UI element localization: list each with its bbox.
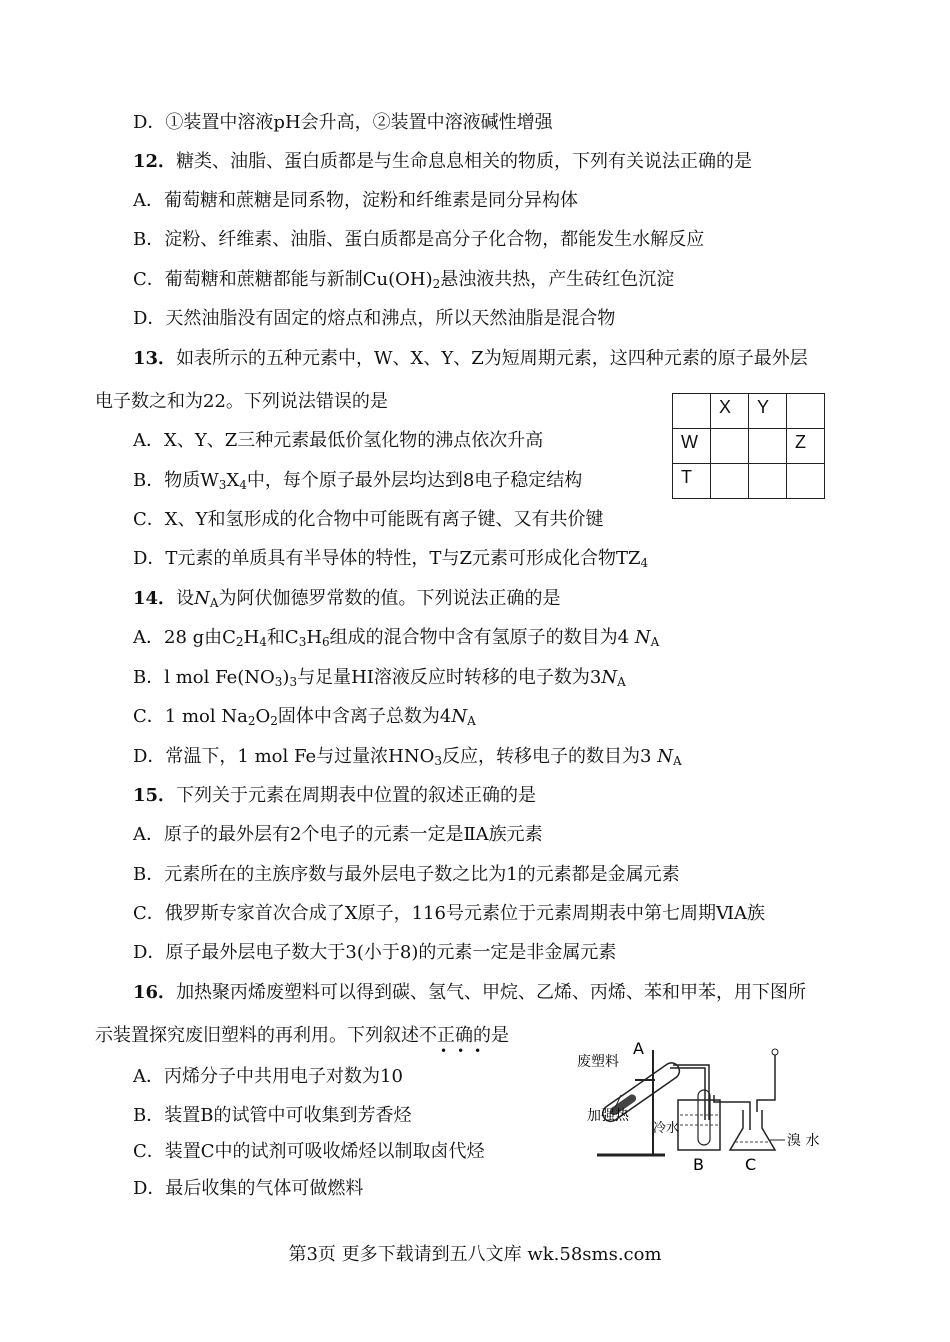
q14-b-3: 与足量HI溶液反应时转移的电子数为3 (297, 667, 602, 688)
q14-b-1: B．l mol Fe(NO (133, 667, 275, 688)
q12-stem (133, 150, 752, 174)
q14-c-s1: 2 (247, 714, 256, 728)
q14-a-2: H (243, 627, 260, 648)
q14-b-na-sub: A (617, 675, 626, 689)
q13-option-d (133, 547, 648, 571)
q14-a-5: 组成的混合物中含有氢原子的数目为4 (329, 627, 635, 648)
label-b: B (693, 1155, 704, 1174)
q12-stem-text: 糖类、油脂、蛋白质都是与生命息息相关的物质，下列有关说法正确的是 (176, 151, 753, 172)
q14-option-b (133, 666, 626, 690)
ptable-cell: W (673, 429, 711, 464)
q12-number: 12． (133, 151, 177, 172)
ptable-row (673, 464, 825, 499)
outlet-tube (757, 1055, 775, 1112)
q14-d-na-sub: A (672, 754, 682, 768)
ptable-cell: T (673, 464, 711, 499)
q14-option-d (133, 745, 682, 769)
q13-stem1: 如表所示的五种元素中，W、X、Y、Z为短周期元素，这四种元素的原子最外层 (176, 348, 808, 369)
q14-a-4: H (306, 627, 323, 648)
ptable-cell (749, 429, 787, 464)
ptable-cell (711, 464, 749, 499)
ptable-cell (711, 429, 749, 464)
q15-option-d: D．原子最外层电子数大于3(小于8)的元素一定是非金属元素 (133, 942, 617, 963)
q12-option-c-sub: 2 (432, 277, 441, 291)
ptable-row (673, 429, 825, 464)
q14-c-na-sub: A (467, 714, 476, 728)
q14-a-1: A．28 g由C (133, 627, 236, 648)
q14-d-na: N (657, 746, 673, 767)
q13-option-c: C．X、Y和氢形成的化合物中可能既有离子键、又有共价键 (133, 509, 604, 530)
q14-option-c (133, 705, 476, 729)
ptable-cell (787, 394, 825, 429)
q14-d-s1: 3 (434, 754, 442, 768)
q12-option-c-post: 悬浊液共热，产生砖红色沉淀 (440, 269, 675, 290)
q14-b-na: N (601, 667, 618, 688)
apparatus-diagram (575, 1040, 835, 1175)
label-bromine: 溴 水 (787, 1133, 820, 1149)
q12-option-c-pre: C．葡萄糖和蔗糖都能与新制Cu(OH) (133, 269, 433, 290)
q13-b-mid: X (226, 470, 240, 491)
ptable-cell: X (711, 394, 749, 429)
ptable-cell: Z (787, 429, 825, 464)
q16-stem-line2: 示装置探究废旧塑料的再利用。下列叙述不正确的是 (95, 1025, 509, 1046)
q15-number: 15． (133, 785, 177, 806)
q13-b-sub1: 3 (218, 478, 227, 492)
q12-option-c (133, 268, 674, 292)
q16-option-d: D．最后收集的气体可做燃料 (133, 1178, 364, 1199)
q14-c-3: 固体中含离子总数为4 (277, 706, 452, 727)
q15-stem-text: 下列关于元素在周期表中位置的叙述正确的是 (176, 785, 537, 806)
q14-a-3: 和C (266, 627, 299, 648)
q14-d-2: 反应，转移电子的数目为3 (442, 746, 658, 767)
q12-option-d: D．天然油脂没有固定的熔点和沸点，所以天然油脂是混合物 (133, 308, 616, 329)
label-cold: 冷水 (653, 1121, 680, 1136)
q14-b-2: ) (282, 667, 290, 688)
q14-b-s1: 3 (274, 675, 283, 689)
label-a: A (633, 1040, 644, 1058)
emphasis-dots: ••• (440, 1044, 492, 1058)
q14-stem-pre: 设 (176, 588, 195, 609)
q14-stem (133, 587, 560, 611)
ptable-cell (749, 464, 787, 499)
q14-a-s1: 2 (235, 635, 244, 649)
q14-a-s4: 6 (322, 635, 330, 649)
q15-stem (133, 784, 536, 808)
q14-stem-post: 为阿伏伽德罗常数的值。下列说法正确的是 (218, 588, 561, 609)
q13-d-sub: 4 (640, 556, 649, 570)
ptable-cell (787, 464, 825, 499)
test-tube-b (698, 1090, 710, 1145)
page-footer: 第3页 更多下载请到五八文库 wk.58sms.com (288, 1244, 662, 1265)
q16-option-a: A．丙烯分子中共用电子对数为10 (133, 1066, 403, 1087)
label-heat: 加强热 (587, 1108, 629, 1124)
q16-option-b: B．装置B的试管中可收集到芳香烃 (133, 1105, 412, 1126)
q16-option-c: C．装置C中的试剂可吸收烯烃以制取卤代烃 (133, 1141, 485, 1162)
delivery-tube-1 (670, 1068, 705, 1120)
q14-a-s2: 4 (259, 635, 267, 649)
q15-option-b: B．元素所在的主族序数与最外层电子数之比为1的元素都是金属元素 (133, 864, 680, 885)
q14-c-s2: 2 (270, 714, 278, 728)
periodic-table-fragment (672, 393, 825, 499)
q14-c-1: C．1 mol Na (133, 706, 248, 727)
q14-b-s2: 3 (289, 675, 298, 689)
flask-c (730, 1110, 775, 1150)
q14-a-s3: 3 (298, 635, 307, 649)
label-c: C (745, 1155, 757, 1174)
q14-number: 14． (133, 588, 177, 609)
q13-b-sub2: 4 (239, 478, 247, 492)
q14-na: N (194, 588, 210, 609)
q15-option-c: C．俄罗斯专家首次合成了X原子，116号元素位于元素周期表中第七周期ⅥA族 (133, 903, 766, 924)
q12-option-a: A．葡萄糖和蔗糖是同系物，淀粉和纤维素是同分异构体 (133, 190, 578, 211)
q12-option-b: B．淀粉、纤维素、油脂、蛋白质都是高分子化合物，都能发生水解反应 (133, 229, 705, 250)
outlet-jet (772, 1049, 778, 1055)
q14-option-a (133, 626, 659, 650)
q14-a-na: N (634, 627, 651, 648)
q11-option-d: D．①装置中溶液pH会升高，②装置中溶液碱性增强 (133, 112, 553, 133)
q13-b-pre: B．物质W (133, 470, 219, 491)
q16-stem1: 加热聚丙烯废塑料可以得到碳、氢气、甲烷、乙烯、丙烯、苯和甲苯，用下图所 (176, 982, 807, 1003)
q13-d-pre: D．T元素的单质具有半导体的特性，T与Z元素可形成化合物TZ (133, 548, 641, 569)
q14-na-sub: A (209, 596, 219, 610)
q14-c-na: N (451, 706, 468, 727)
ptable-row (673, 394, 825, 429)
q16-stem-line1 (133, 981, 806, 1005)
q13-stem-line2: 电子数之和为22。下列说法错误的是 (95, 391, 388, 412)
q15-option-a: A．原子的最外层有2个电子的元素一定是ⅡA族元素 (133, 824, 543, 845)
label-waste: 废塑料 (577, 1054, 619, 1070)
ptable-cell: Y (749, 394, 787, 429)
q14-d-1: D．常温下，1 mol Fe与过量浓HNO (133, 746, 435, 767)
q16-number: 16． (133, 982, 177, 1003)
q13-number: 13． (133, 348, 177, 369)
q13-option-a: A．X、Y、Z三种元素最低价氢化物的沸点依次升高 (133, 430, 544, 451)
q13-b-post: 中，每个原子最外层均达到8电子稳定结构 (246, 470, 583, 491)
q13-stem-line1 (133, 347, 808, 371)
q14-c-2: O (255, 706, 271, 727)
ptable-cell (673, 394, 711, 429)
q13-option-b (133, 469, 582, 493)
q14-a-na-sub: A (650, 635, 660, 649)
